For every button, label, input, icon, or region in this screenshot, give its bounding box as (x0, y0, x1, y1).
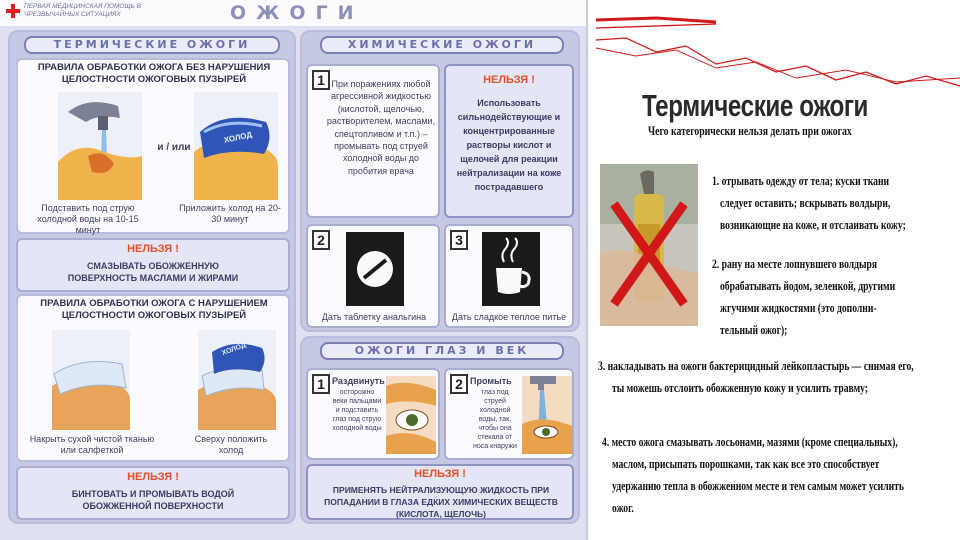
chemical-burns-panel (300, 30, 580, 332)
eye-burns-heading: ОЖОГИ ГЛАЗ И ВЕК (320, 342, 564, 360)
red-scribble-decoration (596, 10, 960, 90)
item-4-line: ожог. (612, 500, 634, 515)
forbid-label: НЕЛЬЗЯ ! (127, 243, 179, 255)
cold-pack-illustration (194, 92, 278, 200)
step-number: 2 (450, 374, 468, 394)
item-2-line: жгучими жидкостями (это дополни- (720, 300, 877, 315)
poster-series-title: ПЕРВАЯ МЕДИЦИНСКАЯ ПОМОЩЬ В ЧРЕЗВЫЧАЙНЫХ СИТУАЦИЯХ (24, 3, 141, 18)
rules-broken-title: ПРАВИЛА ОБРАБОТКИ ОЖОГА С НАРУШЕНИЕМ ЦЕЛОСТНОСТИ ОЖОГОВЫХ ПУЗЫРЕЙ (40, 298, 268, 321)
item-1-line: возникающие на коже, и отслаивать кожу; (720, 217, 906, 232)
eye-step-1-bold: Раздвинуть (332, 376, 385, 386)
chemical-forbid-label: НЕЛЬЗЯ ! (483, 74, 535, 86)
chemical-step-3-text: Дать сладкое теплое питье (451, 312, 567, 322)
oil-bottle-crossed-photo (600, 164, 698, 326)
eye-forbid-box (306, 464, 574, 520)
and-or-label: и / или (157, 142, 191, 153)
eye-step-2 (444, 368, 574, 460)
thermal-burns-panel (8, 30, 296, 524)
cold-pack-label-2: ХОЛОД (221, 341, 247, 358)
slide-title: Термические ожоги (642, 88, 869, 123)
eye-burns-panel (300, 336, 580, 524)
eyelid-open-illustration (386, 376, 436, 454)
forbid-bandage-text: БИНТОВАТЬ И ПРОМЫВАТЬ ВОДОЙ ОБОЖЖЕННОЙ ПОВЕРХНОСТИ (71, 489, 235, 511)
chemical-step-3 (444, 224, 574, 328)
item-4-line: удержанию тепла в обожженном месте и тем самым может усилить (612, 478, 904, 493)
caption-cover-cloth: Накрыть сухой чистой тканью или салфеткой (29, 434, 155, 455)
forbid-label-2: НЕЛЬЗЯ ! (127, 471, 179, 483)
caption-cold-on-top: Сверху положить холод (194, 434, 268, 455)
chemical-step-1-text: При поражениях любой агрессивной жидкостью (кислотой, щелочью, растворителем, маслами, спецтопливом и т.п.) – промывать под струей холодной воды до пробития врача (326, 79, 436, 176)
chemical-burns-heading: ХИМИЧЕСКИЕ ОЖОГИ (320, 36, 564, 54)
item-2-line: 2. рану на месте лопнувшего волдыря (712, 256, 878, 271)
step-number: 1 (312, 70, 330, 90)
item-3-line: 3. накладывать на ожоги бактерицидный лейкопластырь — снимая его, (598, 358, 914, 373)
item-1-line: 1. отрывать одежду от тела; куски ткани (712, 173, 890, 188)
item-2-line: обрабатывать йодом, зеленкой, другими (720, 278, 896, 293)
poster-header (0, 0, 588, 26)
red-cross-icon (6, 4, 20, 18)
eye-forbid-label: НЕЛЬЗЯ ! (414, 468, 466, 480)
eye-rinse-illustration (522, 376, 572, 454)
forbid-oils-box (16, 238, 290, 292)
caption-apply-cold: Приложить холод на 20-30 минут (179, 203, 281, 224)
eye-step-1 (306, 368, 440, 460)
eye-forbid-text: ПРИМЕНЯТЬ НЕЙТРАЛИЗУЮЩУЮ ЖИДКОСТЬ ПРИ ПОПАДАНИИ В ГЛАЗА ЕДКИХ ХИМИЧЕСКИХ ВЕЩЕСТВ (КИСЛОТА, ЩЕЛОЧЬ) (324, 485, 558, 519)
item-1-line: следует оставить; вскрывать волдыри, (720, 195, 891, 210)
item-4-line: 4. место ожога смазывать лосьонами, мазями (кроме специальных), (602, 434, 898, 449)
step-number: 3 (450, 230, 468, 250)
forbid-oils-text: СМАЗЫВАТЬ ОБОЖЖЕННУЮ ПОВЕРХНОСТЬ МАСЛАМИ И ЖИРАМИ (67, 261, 239, 283)
chemical-forbid-box (444, 64, 574, 218)
rules-intact-title: ПРАВИЛА ОБРАБОТКИ ОЖОГА БЕЗ НАРУШЕНИЯ ЦЕЛОСТНОСТИ ОЖОГОВЫХ ПУЗЫРЕЙ (37, 62, 271, 85)
thermal-burns-heading: ТЕРМИЧЕСКИЕ ОЖОГИ (24, 36, 280, 54)
hot-drink-cup-icon (482, 232, 540, 306)
rules-broken-blisters (16, 294, 290, 462)
step-number: 2 (312, 230, 330, 250)
slide-subtitle: Чего категорически нельзя делать при ожогах (648, 124, 852, 138)
chemical-forbid-text: Использовать сильнодействующие и концентрированные растворы кислот и щелочей для реакции нейтрализации на коже пострадавшего (456, 98, 562, 192)
chemical-step-1 (306, 64, 440, 218)
chemical-step-2-text: Дать таблетку анальгина (321, 312, 427, 322)
caption-cold-water: Подставить под струю холодной воды на 10-15 минут (37, 203, 139, 235)
chemical-step-2 (306, 224, 440, 328)
poster-title: ОЖОГИ (230, 2, 364, 24)
item-2-line: тельный ожог); (720, 322, 788, 337)
item-3-line: ты можешь отслоить обожженную кожу и усилить травму; (612, 380, 869, 395)
step-number: 1 (312, 374, 330, 394)
slide-thermal-burns (596, 0, 960, 540)
eye-step-1-text: осторожно веки пальцами и подставить глаз под струю холодной воды (332, 389, 382, 432)
forbid-bandage-box (16, 466, 290, 520)
pill-icon (346, 232, 404, 306)
water-tap-illustration (58, 92, 142, 200)
cold-pack-label: ХОЛОД (223, 130, 253, 145)
item-4-line: маслом, присыпать порошками, так как все это способствует (612, 456, 880, 471)
eye-step-2-bold: Промыть (470, 376, 512, 386)
eye-step-2-text: глаз под струей холодной воды, так, чтобы она стекала от носа кнаружи (473, 389, 517, 450)
rules-intact-blisters (16, 58, 290, 234)
cloth-cover-illustration (52, 330, 130, 430)
